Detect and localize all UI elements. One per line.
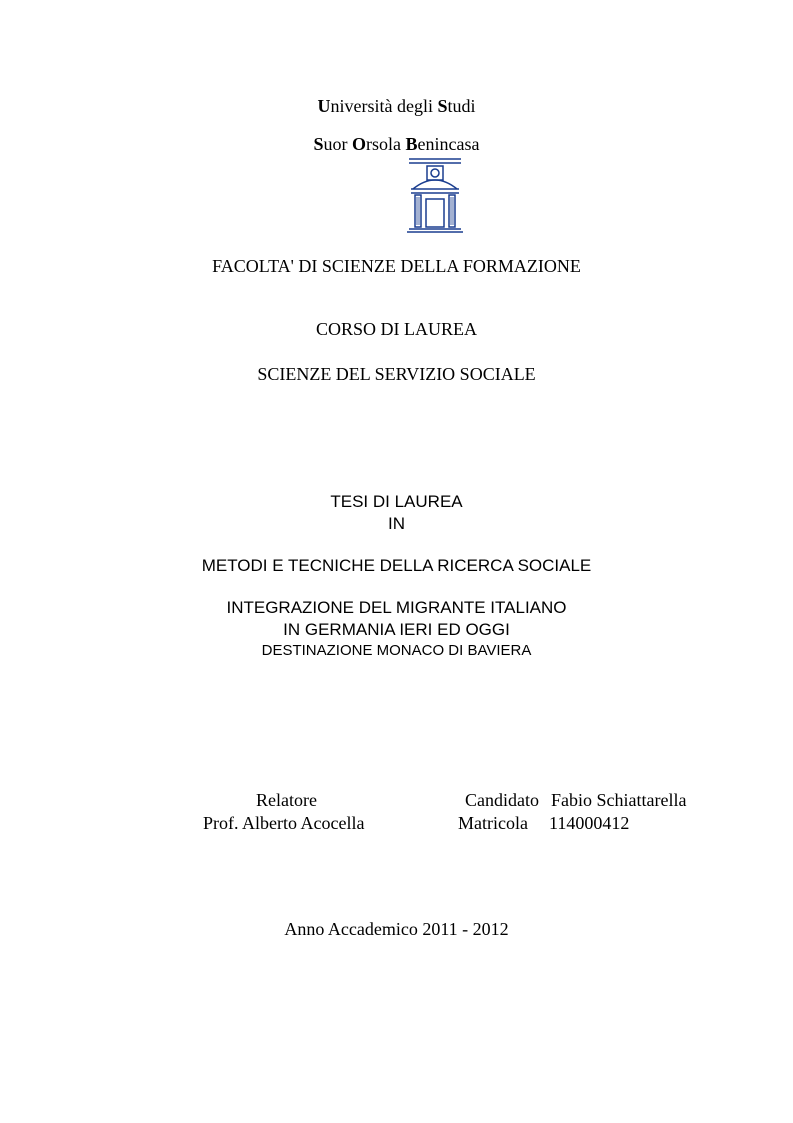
thesis-subject: METODI E TECNICHE DELLA RICERCA SOCIALE (201, 556, 592, 575)
thesis-in: IN (388, 514, 405, 533)
thesis-title-line2: IN GERMANIA IERI ED OGGI (283, 620, 510, 639)
university-name-line1 (0, 96, 793, 117)
candidato-name: Fabio Schiattarella (551, 790, 687, 810)
university-text-3: uor (323, 134, 352, 154)
university-text-2: tudi (447, 96, 476, 116)
university-name-line2 (0, 134, 793, 155)
university-emblem-icon (405, 155, 465, 235)
initial-b: B (405, 134, 418, 154)
thesis-label: TESI DI LAUREA (330, 492, 463, 511)
thesis-subtitle: DESTINAZIONE MONACO DI BAVIERA (261, 642, 532, 659)
initial-o: O (352, 134, 367, 154)
candidato-label: Candidato (465, 790, 539, 810)
academic-year: Anno Accademico 2011 - 2012 (284, 919, 509, 939)
university-text-4: rsola (366, 134, 406, 154)
initial-s: S (437, 96, 448, 116)
thesis-title-line1: INTEGRAZIONE DEL MIGRANTE ITALIANO (226, 598, 567, 617)
relatore-label: Relatore (256, 790, 317, 810)
university-text-1: niversità degli (330, 96, 438, 116)
course-label: CORSO DI LAUREA (315, 319, 477, 339)
matricola-label: Matricola (458, 813, 528, 833)
initial-u: U (317, 96, 331, 116)
initial-s2: S (313, 134, 324, 154)
university-text-5: enincasa (417, 134, 480, 154)
relatore-name: Prof. Alberto Acocella (203, 813, 365, 833)
faculty-name: FACOLTA' DI SCIENZE DELLA FORMAZIONE (212, 256, 581, 276)
matricola-number: 114000412 (549, 813, 630, 833)
course-name: SCIENZE DEL SERVIZIO SOCIALE (257, 364, 536, 384)
